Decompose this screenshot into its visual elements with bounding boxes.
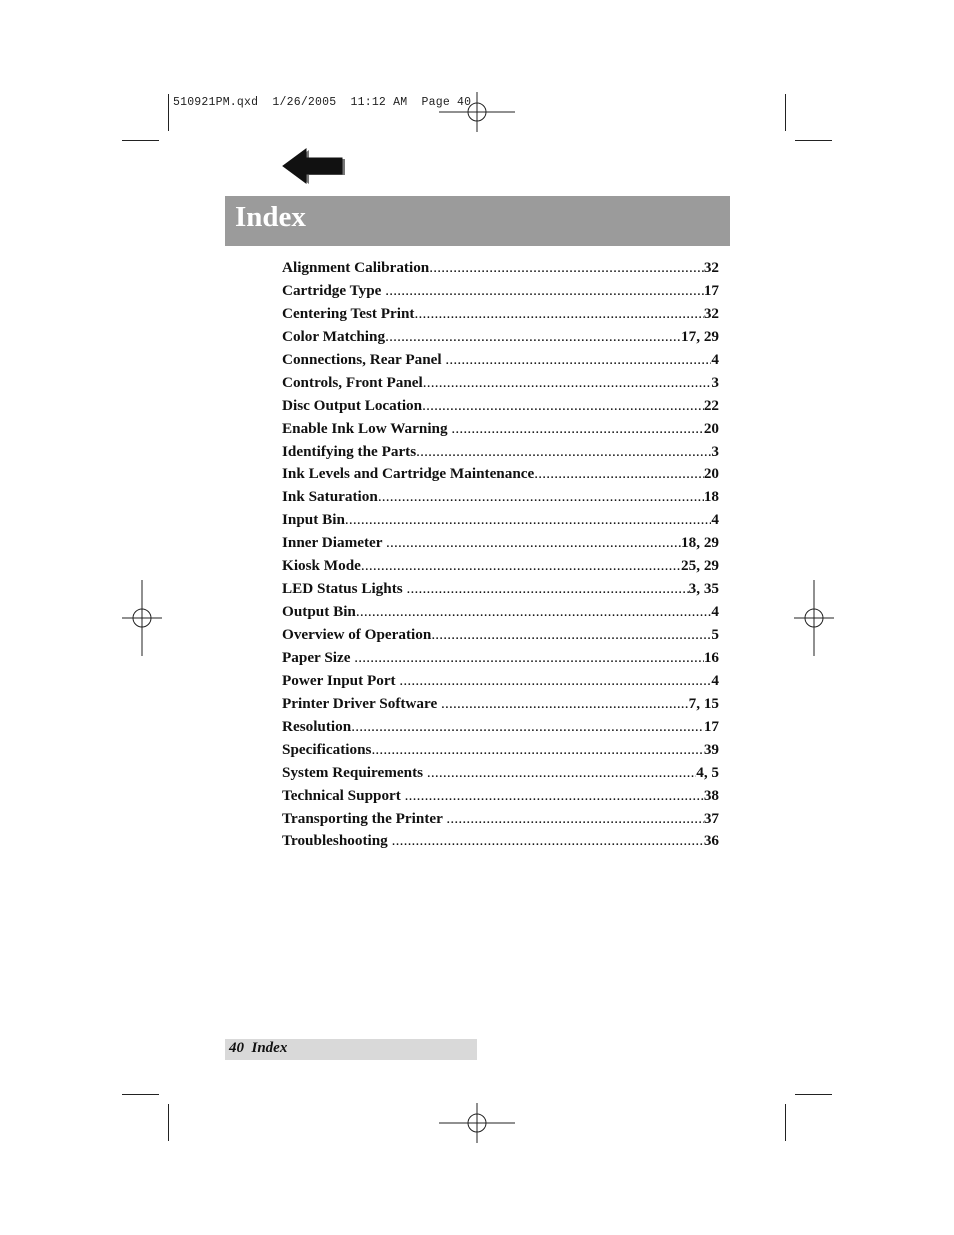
index-entry[interactable] [282,741,719,764]
index-term: Inner Diameter [282,534,387,552]
index-entry[interactable] [282,488,719,511]
index-term: Technical Support [282,786,405,804]
dot-leader [407,580,689,598]
dot-leader [385,328,681,346]
index-list [282,259,719,855]
dot-leader [422,397,704,415]
index-page-numbers: 39 [703,740,719,758]
dot-leader [451,420,703,438]
index-entry[interactable] [282,305,719,328]
index-page-numbers: 4 [711,511,719,529]
registration-mark-icon [439,92,515,132]
slug-line: 510921PM.qxd 1/26/2005 11:12 AM Page 40 [173,96,472,109]
index-entry[interactable] [282,511,719,534]
index-entry[interactable] [282,397,719,420]
dot-leader [427,764,696,782]
page-header-banner [225,196,730,246]
dot-leader [371,741,703,759]
dot-leader [429,259,704,277]
index-term: Overview of Operation [282,626,432,643]
crop-mark [795,140,832,141]
dot-leader [386,534,681,552]
index-term: Resolution [282,717,352,735]
dot-leader [445,351,711,369]
footer-section-title: Index [251,1040,288,1056]
index-page-numbers: 3 [711,442,719,460]
index-term: System Requirements [282,763,427,781]
dot-leader [356,603,712,621]
index-entry[interactable] [282,282,719,305]
index-page-numbers: 4, 5 [696,763,719,781]
crop-mark [122,1094,159,1095]
index-entry[interactable] [282,764,719,787]
index-page-numbers: 37 [703,809,719,827]
index-page-numbers: 36 [703,832,719,850]
index-entry[interactable] [282,603,719,626]
index-page-numbers: 25, 29 [681,557,719,575]
index-page-numbers: 18, 29 [681,534,719,552]
dot-leader [441,695,689,713]
index-term: Enable Ink Low Warning [282,419,452,437]
index-entry[interactable] [282,351,719,374]
index-page-numbers: 4 [711,350,719,368]
index-page-numbers: 5 [711,626,719,643]
page-number: 40 [229,1040,244,1056]
index-term: Ink Saturation [282,488,378,506]
index-entry[interactable] [282,718,719,741]
index-term: Identifying the Parts [282,442,417,460]
dot-leader [378,488,704,506]
index-entry[interactable] [282,626,719,649]
index-page-numbers: 3, 35 [688,580,719,598]
index-page-numbers: 17 [703,281,719,299]
index-term: Paper Size [282,648,355,666]
index-entry[interactable] [282,374,719,397]
back-arrow-icon[interactable] [282,148,348,188]
index-page-numbers: 17 [703,717,719,735]
crop-mark [168,94,169,131]
index-entry[interactable] [282,649,719,672]
crop-mark [785,1104,786,1141]
dot-leader [414,305,703,323]
index-term: Specifications [282,740,372,758]
dot-leader [385,282,704,300]
index-entry[interactable] [282,328,719,351]
dot-leader [351,718,704,736]
index-entry[interactable] [282,832,719,855]
index-term: Printer Driver Software [282,694,441,712]
registration-mark-icon [122,580,162,656]
index-entry[interactable] [282,810,719,833]
index-page-numbers: 32 [703,259,719,276]
index-page-numbers: 22 [703,396,719,414]
index-entry[interactable] [282,420,719,443]
index-term: Controls, Front Panel [282,373,423,391]
crop-mark [785,94,786,131]
index-page-numbers: 3 [711,373,719,391]
index-page-numbers: 20 [703,419,719,437]
index-page-numbers: 20 [703,465,719,483]
index-entry[interactable] [282,557,719,580]
index-term: LED Status Lights [282,580,407,598]
index-page-numbers: 18 [703,488,719,506]
page-footer [225,1039,477,1060]
index-page-numbers: 38 [703,786,719,804]
index-term: Color Matching [282,327,386,345]
index-entry[interactable] [282,534,719,557]
crop-mark [168,1104,169,1141]
index-entry[interactable] [282,259,719,282]
dot-leader [399,672,711,690]
index-term: Alignment Calibration [282,259,430,276]
index-page-numbers: 17, 29 [681,327,719,345]
index-entry[interactable] [282,580,719,603]
index-term: Kiosk Mode [282,557,361,575]
dot-leader [431,626,711,644]
dot-leader [405,787,704,805]
dot-leader [361,557,681,575]
index-entry[interactable] [282,695,719,718]
index-term: Centering Test Print [282,304,415,322]
index-page-numbers: 16 [703,648,719,666]
dot-leader [423,374,712,392]
index-term: Input Bin [282,511,345,529]
page-title: Index [235,201,306,233]
dot-leader [354,649,704,667]
index-term: Disc Output Location [282,396,423,414]
index-term: Output Bin [282,603,356,621]
dot-leader [446,810,703,828]
dot-leader [392,832,704,850]
index-page-numbers: 4 [711,603,719,621]
dot-leader [345,511,712,529]
dot-leader [534,465,704,483]
registration-mark-icon [439,1103,515,1143]
index-term: Power Input Port [282,671,400,689]
index-term: Ink Levels and Cartridge Maintenance [282,465,535,483]
index-term: Cartridge Type [282,281,386,299]
index-page-numbers: 7, 15 [688,694,719,712]
index-term: Troubleshooting [282,832,392,850]
dot-leader [416,443,711,461]
index-page-numbers: 4 [711,671,719,689]
index-entry[interactable] [282,465,719,488]
crop-mark [795,1094,832,1095]
index-page-numbers: 32 [703,304,719,322]
registration-mark-icon [794,580,834,656]
crop-mark [122,140,159,141]
index-term: Transporting the Printer [282,809,447,827]
index-term: Connections, Rear Panel [282,350,446,368]
index-entry[interactable] [282,787,719,810]
index-entry[interactable] [282,443,719,466]
index-entry[interactable] [282,672,719,695]
